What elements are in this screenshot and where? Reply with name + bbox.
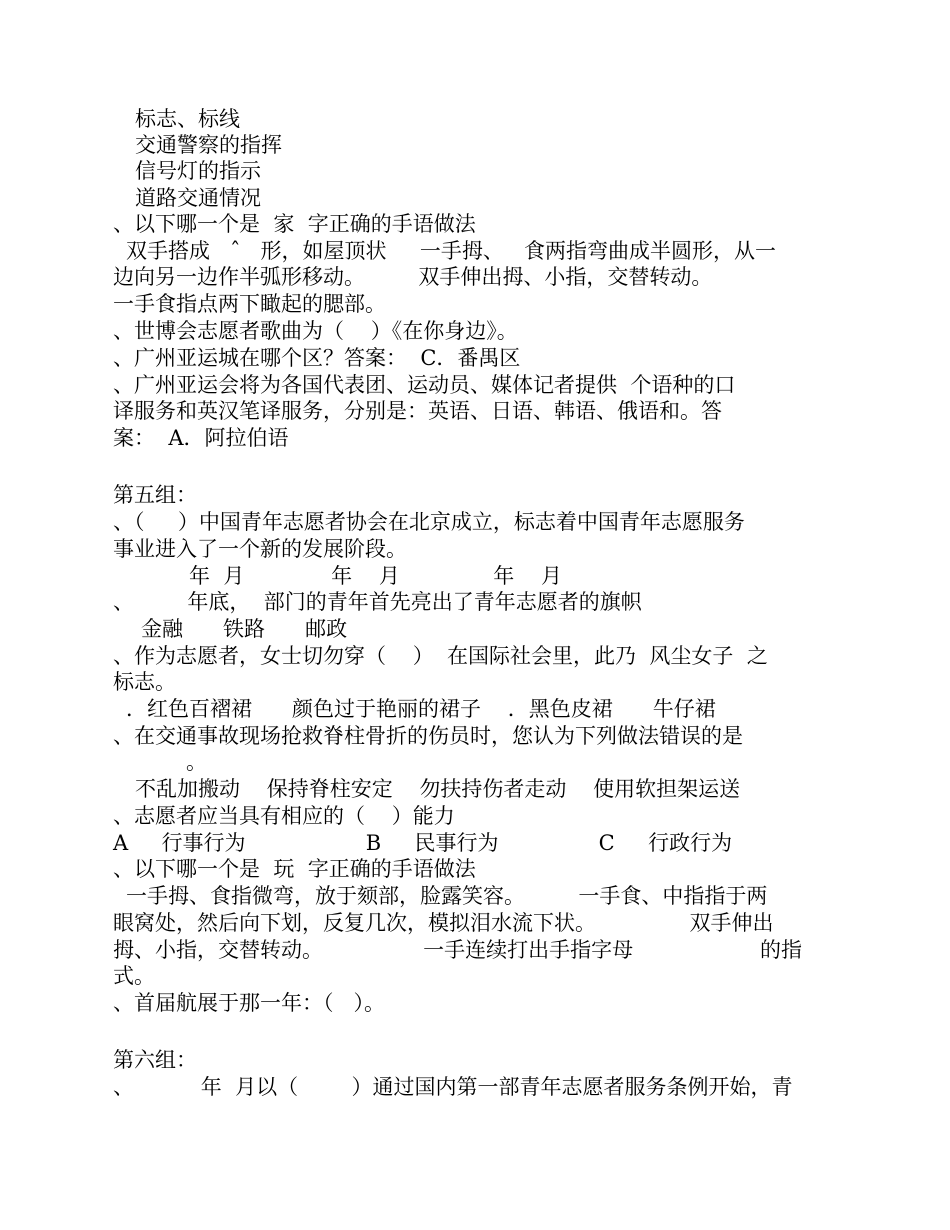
- text-line: 边向另一边作半弧形移动。 双手伸出拇、小指，交替转动。: [113, 265, 713, 289]
- question-line: 、世博会志愿者歌曲为（ ）《在你身边》。: [113, 319, 518, 343]
- question-line: 、首届航展于那一年：（ ）。: [113, 991, 386, 1015]
- text-line: 信号灯的指示: [135, 159, 261, 183]
- text-line: 译服务和英汉笔译服务，分别是：英语、日语、韩语、俄语和。答: [113, 399, 722, 423]
- text-line: 标志。: [113, 670, 176, 694]
- text-line: 。: [186, 750, 207, 774]
- text-line: 标志、标线: [135, 107, 240, 131]
- text-line: 事业进入了一个新的发展阶段。: [113, 537, 407, 561]
- question-line: 、（ ）中国青年志愿者协会在北京成立，标志着中国青年志愿服务: [113, 510, 745, 534]
- text-line: 双手搭成 ˆ 形，如屋顶状 一手拇、 食两指弯曲成半圆形，从一: [126, 239, 776, 263]
- text-line: 案： A．阿拉伯语: [113, 426, 289, 450]
- section-heading: 第六组：: [113, 1048, 197, 1072]
- text-line: 道路交通情况: [135, 186, 261, 210]
- text-line: 一手拇、食指微弯，放于颏部，脸露笑容。 一手食、中指指于两: [126, 884, 768, 908]
- question-line: 、以下哪一个是 玩 字正确的手语做法: [113, 857, 476, 881]
- text-line: 一手食指点两下瞰起的腮部。: [113, 292, 386, 316]
- text-line: 眼窝处，然后向下划，反复几次，模拟泪水流下状。 双手伸出: [113, 911, 774, 935]
- question-line: 、 年 月以（ ）通过国内第一部青年志愿者服务条例开始，青: [113, 1075, 793, 1099]
- section-heading: 第五组：: [113, 483, 197, 507]
- question-line: 、广州亚运城在哪个区？答案： C．番禺区: [113, 346, 521, 370]
- question-line: 、以下哪一个是 家 字正确的手语做法: [113, 212, 476, 236]
- question-line: 、在交通事故现场抢救脊柱骨折的伤员时，您认为下列做法错误的是: [113, 724, 743, 748]
- options-line: ．红色百褶裙 颜色过于艳丽的裙子 ．黑色皮裙 牛仔裙: [126, 697, 716, 721]
- options-line: 年 月 年 月 年 月: [189, 564, 562, 588]
- question-line: 、广州亚运会将为各国代表团、运动员、媒体记者提供 个语种的口: [113, 373, 736, 397]
- text-line: 拇、小指，交替转动。 一手连续打出手指字母 的指: [113, 938, 802, 962]
- question-line: 、作为志愿者，女士切勿穿（ ） 在国际社会里，此乃 风尘女子 之: [113, 644, 768, 668]
- text-line: 式。: [113, 964, 155, 988]
- text-line: 交通警察的指挥: [135, 133, 282, 157]
- question-line: 、志愿者应当具有相应的（ ）能力: [113, 804, 455, 828]
- options-line: 不乱加搬动 保持脊柱安定 勿扶持伤者走动 使用软担架运送: [135, 777, 741, 801]
- options-line: 金融 铁路 邮政: [141, 617, 348, 641]
- options-line: A 行事行为 B 民事行为 C 行政行为: [113, 831, 733, 855]
- question-line: 、 年底， 部门的青年首先亮出了青年志愿者的旗帜: [113, 590, 642, 614]
